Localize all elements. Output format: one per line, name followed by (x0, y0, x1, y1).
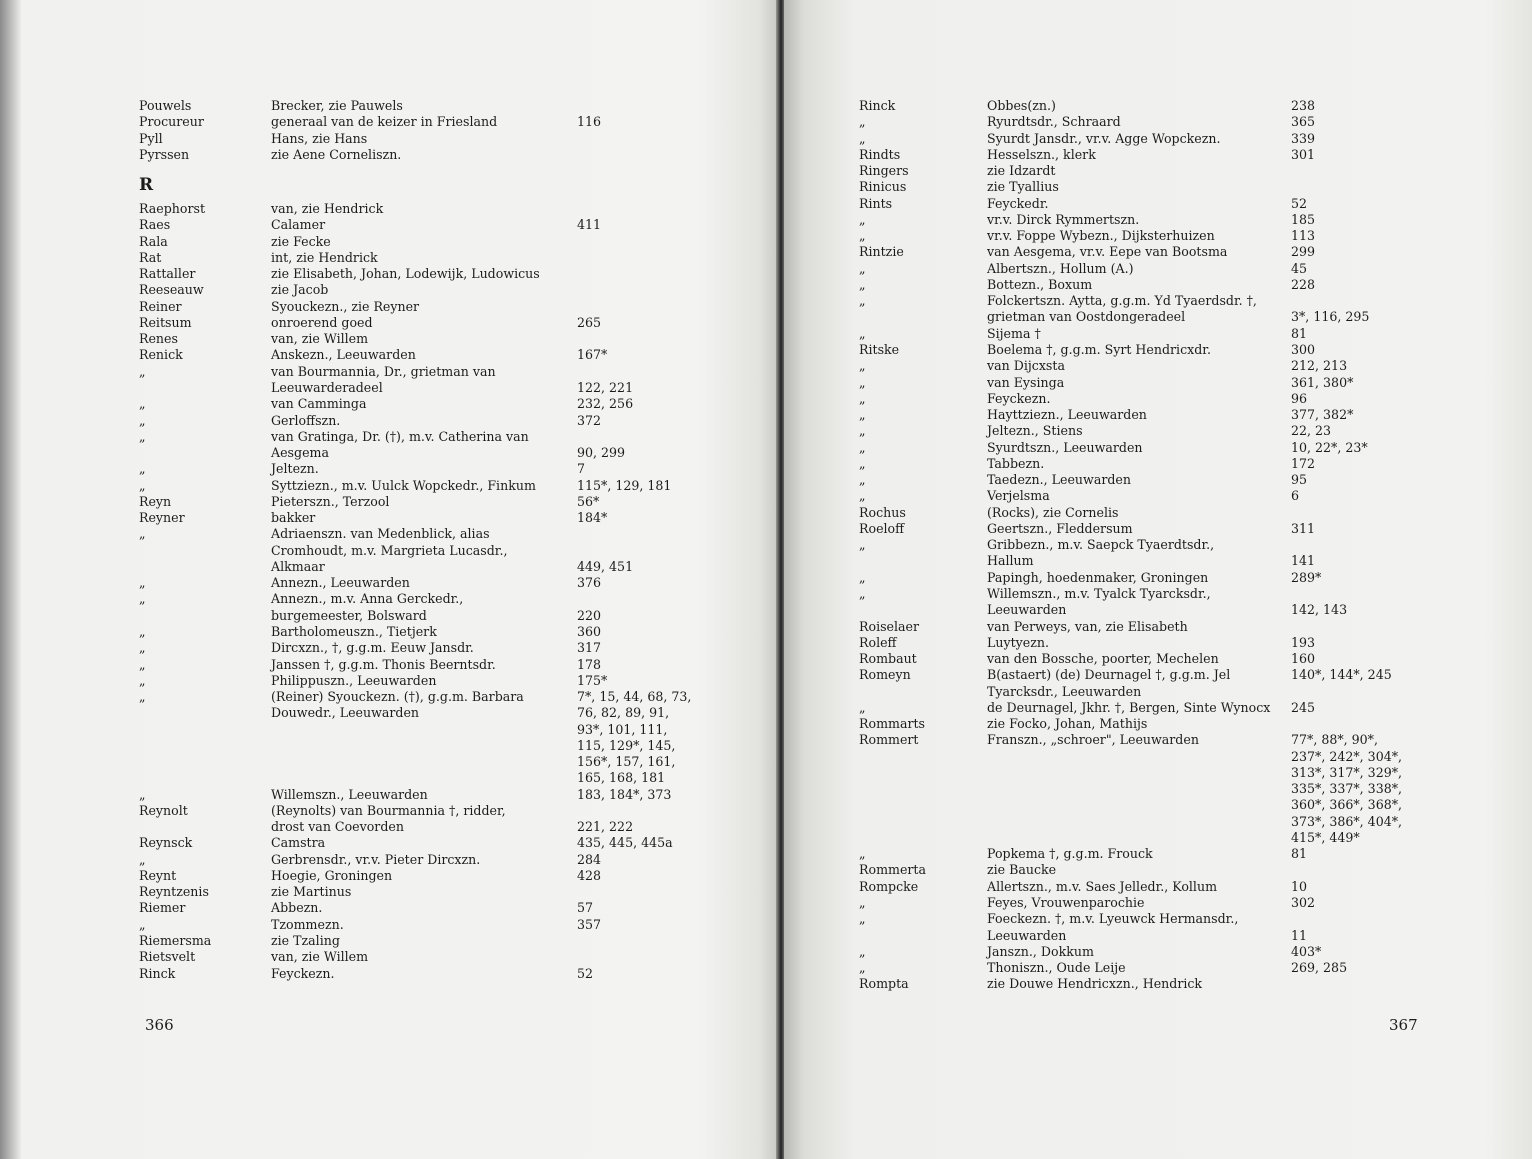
index-name: „ (139, 916, 146, 932)
index-name: Rints (859, 195, 893, 211)
index-entry: Luytyezn. (987, 634, 1049, 650)
index-entry: zie Martinus (271, 884, 352, 900)
index-pages: 175* (577, 672, 608, 688)
index-pages: 52 (1291, 195, 1308, 211)
index-name: Rinck (139, 965, 176, 981)
index-entry: van, zie Willem (271, 331, 369, 347)
index-pages: 160 (1291, 651, 1316, 667)
index-name: „ (859, 325, 866, 341)
index-pages: 81 (1291, 325, 1308, 341)
index-pages: 357 (577, 916, 602, 932)
index-pages: 81 (1291, 846, 1308, 862)
index-entry: Tabbezn. (987, 455, 1045, 471)
index-pages: 96 (1291, 390, 1308, 406)
index-name: „ (859, 374, 866, 390)
index-entry: zie Baucke (987, 862, 1057, 878)
index-name: „ (139, 786, 146, 802)
index-name: „ (859, 488, 866, 504)
index-name: Rombaut (859, 651, 917, 667)
index-entry: Aesgema (271, 445, 329, 461)
index-entry: zie Fecke (271, 233, 331, 249)
index-pages: 11 (1291, 927, 1308, 943)
index-name: „ (859, 114, 866, 130)
index-name: Pyll (139, 130, 163, 146)
index-pages: 373*, 386*, 404*, (1291, 813, 1403, 829)
index-name: „ (859, 390, 866, 406)
index-entry: Taedezn., Leeuwarden (987, 472, 1131, 488)
index-name: Riemersma (139, 933, 212, 949)
index-entry: Bartholomeuszn., Tietjerk (271, 623, 437, 639)
index-name: Rinck (859, 98, 896, 113)
index-entry: Calamer (271, 217, 326, 233)
left-page-number: 366 (145, 1016, 174, 1034)
index-name: Renes (139, 331, 178, 347)
index-entry: grietman van Oostdongeradeel (987, 309, 1186, 325)
index-entry: Philippuszn., Leeuwarden (271, 672, 437, 688)
index-name: „ (139, 363, 146, 379)
index-name: „ (139, 689, 146, 705)
index-pages: 172 (1291, 455, 1316, 471)
index-pages: 302 (1291, 895, 1316, 911)
index-name: Ringers (859, 163, 909, 179)
index-name: Reyn (139, 493, 172, 509)
index-entry: Albertszn., Hollum (A.) (987, 260, 1134, 276)
index-name: Renick (139, 347, 183, 363)
index-entry: Tzommezn. (271, 916, 344, 932)
index-entry: zie Tzaling (271, 933, 340, 949)
index-name: Procureur (139, 114, 204, 130)
index-pages: 57 (577, 900, 594, 916)
index-entry: Leeuwarden (987, 602, 1067, 618)
index-name: „ (859, 472, 866, 488)
index-entry: Douwedr., Leeuwarden (271, 705, 420, 721)
index-entry: Franszn., „schroer", Leeuwarden (987, 732, 1199, 748)
index-name: „ (859, 260, 866, 276)
index-entry: (Rocks), zie Cornelis (987, 504, 1119, 520)
index-pages: 193 (1291, 634, 1316, 650)
index-pages: 301 (1291, 146, 1316, 162)
index-name: „ (139, 623, 146, 639)
index-pages: 22, 23 (1291, 423, 1332, 439)
index-pages: 415*, 449* (1291, 829, 1360, 845)
index-pages: 116 (577, 114, 602, 130)
index-entry: Allertszn., m.v. Saes Jelledr., Kollum (987, 878, 1218, 894)
index-pages: 122, 221 (577, 379, 634, 395)
index-entry: Verjelsma (987, 488, 1050, 504)
index-pages: 10, 22*, 23* (1291, 439, 1368, 455)
index-name: „ (859, 130, 866, 146)
index-name: Rompta (859, 976, 909, 992)
index-name: Rinicus (859, 179, 907, 195)
index-entry: Adriaenszn. van Medenblick, alias (271, 526, 490, 542)
index-name: „ (139, 575, 146, 591)
index-entry: van Dijcxsta (987, 358, 1065, 374)
index-entry: van den Bossche, poorter, Mechelen (987, 651, 1219, 667)
index-entry: Papingh, hoedenmaker, Groningen (987, 569, 1209, 585)
index-name: Rattaller (139, 266, 196, 282)
index-pages: 7*, 15, 44, 68, 73, (577, 689, 692, 705)
index-name: „ (139, 461, 146, 477)
index-entry: Syouckezn., zie Reyner (271, 298, 420, 314)
index-entry: Jeltezn., Stiens (987, 423, 1083, 439)
index-pages: 3*, 116, 295 (1291, 309, 1370, 325)
index-entry: vr.v. Foppe Wybezn., Dijksterhuizen (987, 228, 1215, 244)
index-name: „ (859, 439, 866, 455)
index-pages: 183, 184*, 373 (577, 786, 672, 802)
index-entry: Gribbezn., m.v. Saepck Tyaerdtsdr., (987, 537, 1215, 553)
index-pages: 167* (577, 347, 608, 363)
index-pages: 7 (577, 461, 586, 477)
index-name: „ (859, 699, 866, 715)
index-name: „ (139, 526, 146, 542)
index-entry: Jeltezn. (271, 461, 319, 477)
index-pages: 140*, 144*, 245 (1291, 667, 1392, 683)
index-name: Reyner (139, 510, 185, 526)
index-entry: van Aesgema, vr.v. Eepe van Bootsma (987, 244, 1228, 260)
index-pages: 365 (1291, 114, 1316, 130)
index-pages: 95 (1291, 472, 1308, 488)
index-entry: zie Focko, Johan, Mathijs (987, 716, 1148, 732)
index-name: Rietsvelt (139, 949, 196, 965)
index-entry: van Camminga (271, 396, 367, 412)
index-name: Raes (139, 217, 171, 233)
index-entry: Folckertszn. Aytta, g.g.m. Yd Tyaerdsdr. †, (987, 293, 1257, 309)
index-entry: Hallum (987, 553, 1034, 569)
index-name: Ritske (859, 341, 900, 357)
index-pages: 403* (1291, 943, 1322, 959)
index-entry: Syttziezn., m.v. Uulck Wopckedr., Finkum (271, 477, 536, 493)
index-name: „ (139, 591, 146, 607)
index-name: Rommarts (859, 716, 926, 732)
index-entry: Feyckezn. (987, 390, 1051, 406)
index-entry: (Reiner) Syouckezn. (†), g.g.m. Barbara (271, 689, 524, 705)
index-pages: 269, 285 (1291, 960, 1348, 976)
index-name: „ (139, 672, 146, 688)
index-name: „ (859, 537, 866, 553)
index-entry: van Gratinga, Dr. (†), m.v. Catherina van (271, 428, 529, 444)
section-letter: R (139, 175, 154, 196)
index-entry: Feyckedr. (987, 195, 1049, 211)
index-pages: 428 (577, 867, 602, 883)
index-name: „ (139, 640, 146, 656)
index-name: Reynt (139, 867, 177, 883)
index-pages: 141 (1291, 553, 1316, 569)
index-pages: 265 (577, 314, 602, 330)
index-entry: Hesselszn., klerk (987, 146, 1096, 162)
index-entry: van, zie Willem (271, 949, 369, 965)
index-pages: 221, 222 (577, 819, 634, 835)
index-name: Pyrssen (139, 146, 190, 162)
index-name: „ (859, 211, 866, 227)
index-pages: 115, 129*, 145, (577, 737, 676, 753)
index-name: Rat (139, 249, 162, 265)
index-pages: 165, 168, 181 (577, 770, 666, 786)
index-pages: 372 (577, 412, 602, 428)
right-page-number: 367 (1389, 1016, 1418, 1034)
index-entry: Ryurdtsdr., Schraard (987, 114, 1121, 130)
index-name: „ (139, 477, 146, 493)
index-entry: Boelema †, g.g.m. Syrt Hendricxdr. (987, 341, 1211, 357)
index-entry: zie Jacob (271, 282, 329, 298)
index-entry: zie Tyallius (987, 179, 1059, 195)
index-pages: 10 (1291, 878, 1308, 894)
index-pages: 156*, 157, 161, (577, 754, 676, 770)
index-entry: Pieterszn., Terzool (271, 493, 390, 509)
index-entry: Hans, zie Hans (271, 130, 368, 146)
index-pages: 232, 256 (577, 396, 634, 412)
index-name: „ (859, 407, 866, 423)
index-pages: 56* (577, 493, 600, 509)
index-pages: 142, 143 (1291, 602, 1348, 618)
index-entry: Willemszn., m.v. Tyalck Tyarcksdr., (987, 585, 1211, 601)
index-name: Rintzie (859, 244, 904, 260)
index-name: „ (859, 228, 866, 244)
index-pages: 335*, 337*, 338*, (1291, 781, 1403, 797)
index-pages: 299 (1291, 244, 1316, 260)
index-pages: 115*, 129, 181 (577, 477, 672, 493)
index-entry: Feyckezn. (271, 965, 335, 981)
index-name: Rala (139, 233, 168, 249)
index-pages: 376 (577, 575, 602, 591)
index-name: Reiner (139, 298, 182, 314)
index-entry: burgemeester, Bolsward (271, 607, 427, 623)
index-entry: Willemszn., Leeuwarden (271, 786, 428, 802)
index-pages: 113 (1291, 228, 1316, 244)
index-entry: Leeuwarden (987, 927, 1067, 943)
index-pages: 245 (1291, 699, 1316, 715)
index-entry: Gerbrensdr., vr.v. Pieter Dircxzn. (271, 851, 481, 867)
index-pages: 361, 380* (1291, 374, 1354, 390)
index-name: „ (859, 276, 866, 292)
index-pages: 289* (1291, 569, 1322, 585)
index-pages: 411 (577, 217, 602, 233)
index-name: „ (139, 656, 146, 672)
index-entry: generaal van de keizer in Friesland (271, 114, 498, 130)
index-pages: 360*, 366*, 368*, (1291, 797, 1403, 813)
index-name: Reynsck (139, 835, 193, 851)
index-pages: 45 (1291, 260, 1308, 276)
index-entry: van Eysinga (987, 374, 1065, 390)
index-name: „ (859, 585, 866, 601)
index-entry: Hoegie, Groningen (271, 867, 393, 883)
index-entry: Leeuwarderadeel (271, 379, 383, 395)
index-entry: Cromhoudt, m.v. Margrieta Lucasdr., (271, 542, 508, 558)
index-name: Raephorst (139, 201, 206, 217)
index-entry: Annezn., m.v. Anna Gerckedr., (271, 591, 464, 607)
index-pages: 76, 82, 89, 91, (577, 705, 670, 721)
index-pages: 313*, 317*, 329*, (1291, 764, 1403, 780)
index-entry: vr.v. Dirck Rymmertszn. (987, 211, 1140, 227)
index-pages: 52 (577, 965, 594, 981)
right-page (784, 0, 1532, 1159)
index-entry: int, zie Hendrick (271, 249, 378, 265)
index-pages: 6 (1291, 488, 1300, 504)
index-name: „ (139, 851, 146, 867)
index-pages: 228 (1291, 276, 1316, 292)
index-pages: 185 (1291, 211, 1316, 227)
index-entry: Bottezn., Boxum (987, 276, 1093, 292)
index-pages: 212, 213 (1291, 358, 1348, 374)
index-pages: 90, 299 (577, 445, 626, 461)
index-entry: (Reynolts) van Bourmannia †, ridder, (271, 802, 506, 818)
index-entry: van Bourmannia, Dr., grietman van (271, 363, 496, 379)
index-name: „ (859, 960, 866, 976)
index-entry: zie Elisabeth, Johan, Lodewijk, Ludowicus (271, 266, 540, 282)
index-name: Reeseauw (139, 282, 204, 298)
index-name: „ (859, 895, 866, 911)
index-name: „ (859, 943, 866, 959)
index-name: Pouwels (139, 98, 192, 113)
index-name: Roiselaer (859, 618, 920, 634)
index-name: Rindts (859, 146, 901, 162)
index-entry: Annezn., Leeuwarden (271, 575, 410, 591)
index-entry: Feyes, Vrouwenparochie (987, 895, 1145, 911)
index-name: „ (139, 396, 146, 412)
index-name: Roeloff (859, 520, 905, 536)
index-pages: 238 (1291, 98, 1316, 113)
index-entry: drost van Coevorden (271, 819, 404, 835)
index-pages: 178 (577, 656, 602, 672)
index-name: „ (859, 358, 866, 374)
index-pages: 377, 382* (1291, 407, 1354, 423)
index-entry: zie Aene Corneliszn. (271, 146, 402, 162)
index-pages: 449, 451 (577, 558, 634, 574)
index-entry: B(astaert) (de) Deurnagel †, g.g.m. Jel (987, 667, 1231, 683)
index-entry: Janssen †, g.g.m. Thonis Beerntsdr. (271, 656, 496, 672)
index-pages: 435, 445, 445a (577, 835, 673, 851)
index-entry: bakker (271, 510, 316, 526)
index-name: Rommerta (859, 862, 926, 878)
index-pages: 220 (577, 607, 602, 623)
index-entry: de Deurnagel, Jkhr. †, Bergen, Sinte Wynocx (987, 699, 1271, 715)
index-name: „ (859, 911, 866, 927)
index-entry: Anskezn., Leeuwarden (271, 347, 416, 363)
index-name: „ (139, 412, 146, 428)
index-entry: Sijema † (987, 325, 1041, 341)
index-entry: Thoniszn., Oude Leije (987, 960, 1126, 976)
index-name: Reyntzenis (139, 884, 209, 900)
index-entry: Syurdt Jansdr., vr.v. Agge Wopckezn. (987, 130, 1221, 146)
index-name: „ (859, 455, 866, 471)
index-pages: 360 (577, 623, 602, 639)
index-pages: 311 (1291, 520, 1316, 536)
index-entry: Camstra (271, 835, 326, 851)
index-name: „ (859, 846, 866, 862)
index-entry: zie Idzardt (987, 163, 1056, 179)
index-entry: Tyarcksdr., Leeuwarden (987, 683, 1142, 699)
index-name: Rompcke (859, 878, 919, 894)
index-name: Rommert (859, 732, 919, 748)
index-name: Rochus (859, 504, 906, 520)
index-name: Reynolt (139, 802, 188, 818)
index-entry: onroerend goed (271, 314, 373, 330)
index-pages: 237*, 242*, 304*, (1291, 748, 1403, 764)
index-pages: 184* (577, 510, 608, 526)
index-entry: Geertszn., Fleddersum (987, 520, 1133, 536)
index-name: „ (859, 569, 866, 585)
index-entry: van, zie Hendrick (271, 201, 384, 217)
index-name: Romeyn (859, 667, 911, 683)
index-entry: Foeckezn. †, m.v. Lyeuwck Hermansdr., (987, 911, 1239, 927)
index-name: „ (859, 293, 866, 309)
index-pages: 284 (577, 851, 602, 867)
index-entry: Janszn., Dokkum (987, 943, 1094, 959)
index-name: „ (139, 428, 146, 444)
index-pages: 300 (1291, 341, 1316, 357)
index-entry: zie Douwe Hendricxzn., Hendrick (987, 976, 1203, 992)
index-entry: Brecker, zie Pauwels (271, 98, 403, 113)
index-name: Riemer (139, 900, 186, 916)
index-entry: Alkmaar (271, 558, 325, 574)
index-entry: Gerloffszn. (271, 412, 341, 428)
index-name: Reitsum (139, 314, 192, 330)
index-name: Roleff (859, 634, 897, 650)
index-entry: Hayttziezn., Leeuwarden (987, 407, 1147, 423)
index-entry: van Perweys, van, zie Elisabeth (987, 618, 1188, 634)
index-entry: Abbezn. (271, 900, 323, 916)
index-entry: Popkema †, g.g.m. Frouck (987, 846, 1153, 862)
index-entry: Syurdtszn., Leeuwarden (987, 439, 1143, 455)
index-pages: 93*, 101, 111, (577, 721, 668, 737)
index-entry: Obbes(zn.) (987, 98, 1056, 113)
index-pages: 339 (1291, 130, 1316, 146)
index-pages: 317 (577, 640, 602, 656)
index-pages: 77*, 88*, 90*, (1291, 732, 1378, 748)
index-name: „ (859, 423, 866, 439)
index-entry: Dircxzn., †, g.g.m. Eeuw Jansdr. (271, 640, 474, 656)
